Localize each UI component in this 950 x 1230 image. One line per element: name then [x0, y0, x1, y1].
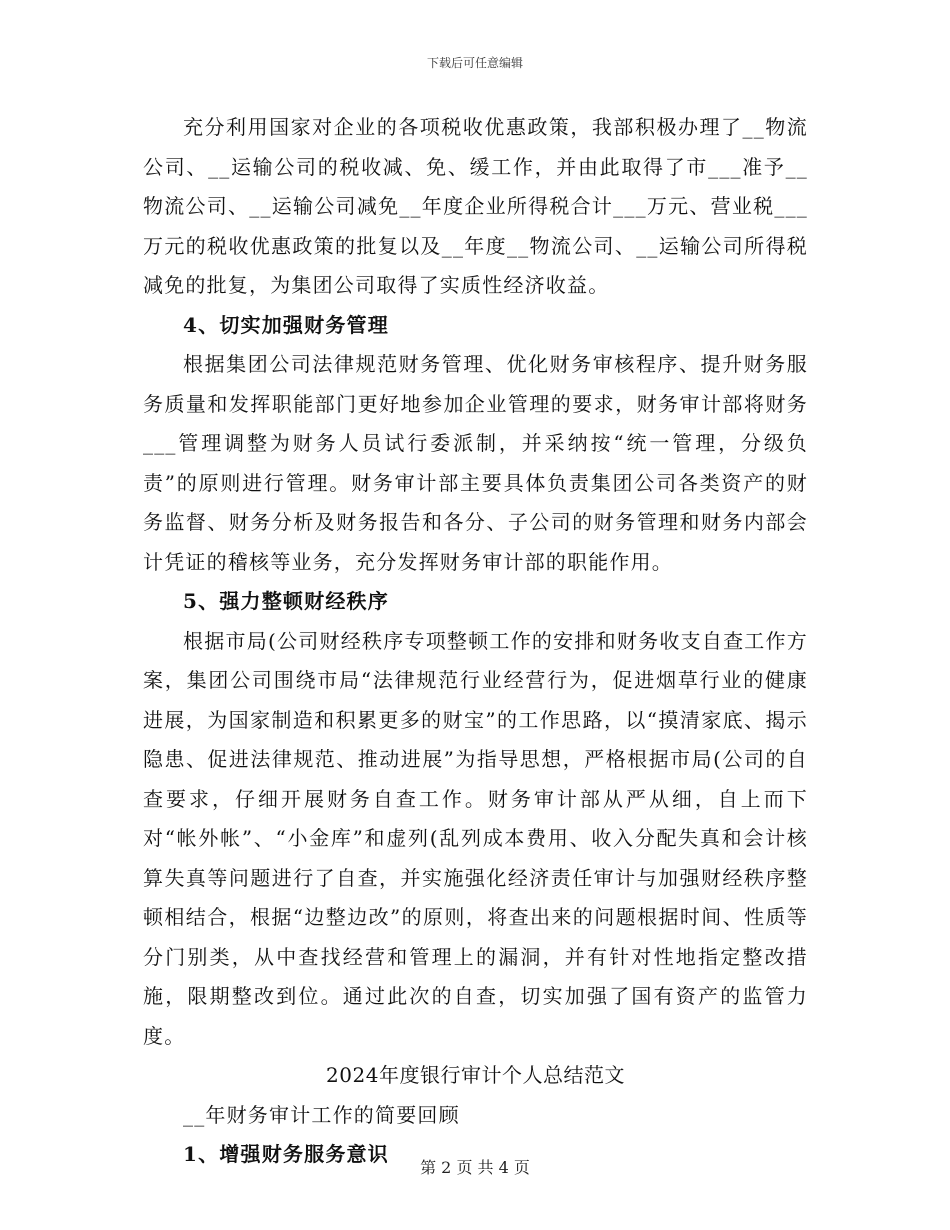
section-heading-4: 4、切实加强财务管理: [183, 312, 389, 337]
paragraph-financial-order: 根据市局(公司财经秩序专项整顿工作的安排和财务收支自查工作方案，集团公司围绕市局“法律规范行业经营行为，促进烟草行业的健康进展，为国家制造和积累更多的财宝”的工作思路，以“摸清家底、揭示隐患、促进法律规范、推动进展”为指导思想，严格根据市局(公司的自查要求，仔细开展财务自查工作。财务审计部从严从细，自上而下对“帐外帐”、“小金库”和虚列(乱列成本费用、收入分配失真和会计核算失真等问题进行了自查，并实施强化经济责任审计与加强财经秩序整顿相结合，根据“边整边改”的原则，将查出来的问题根据时间、性质等分门别类，从中查找经营和管理上的漏洞，并有针对性地指定整改措施，限期整改到位。通过此次的自查，切实加强了国有资产的监管力度。: [143, 628, 808, 1048]
paragraph-review-intro: __年财务审计工作的简要回顾: [183, 1102, 460, 1127]
section-heading-1: 1、增强财务服务意识: [183, 1142, 389, 1166]
page-number: 第 2 页 共 4 页: [420, 1158, 530, 1177]
document-title: 2024年度银行审计个人总结范文: [326, 1063, 625, 1087]
paragraph-tax-policy: 充分利用国家对企业的各项税收优惠政策，我部积极办理了__物流公司、__运输公司的税收减、免、缓工作，并由此取得了市___准予__物流公司、__运输公司减免__年度企业所得税合计___万元、营业税___万元的税收优惠政策的批复以及__年度__物流公司、__运输公司所得税减免的批复，为集团公司取得了实质性经济收益。: [143, 115, 808, 297]
paragraph-financial-management: 根据集团公司法律规范财务管理、优化财务审核程序、提升财务服务质量和发挥职能部门更好地参加企业管理的要求，财务审计部将财务___管理调整为财务人员试行委派制，并采纳按“统一管理，分级负责”的原则进行管理。财务审计部主要具体负责集团公司各类资产的财务监督、财务分析及财务报告和各分、子公司的财务管理和财务内部会计凭证的稽核等业务，充分发挥财务审计部的职能作用。: [143, 352, 808, 574]
section-heading-5: 5、强力整顿财经秩序: [183, 589, 389, 613]
document-body: [143, 108, 808, 1175]
page-header-note: 下载后可任意编辑: [426, 56, 523, 70]
